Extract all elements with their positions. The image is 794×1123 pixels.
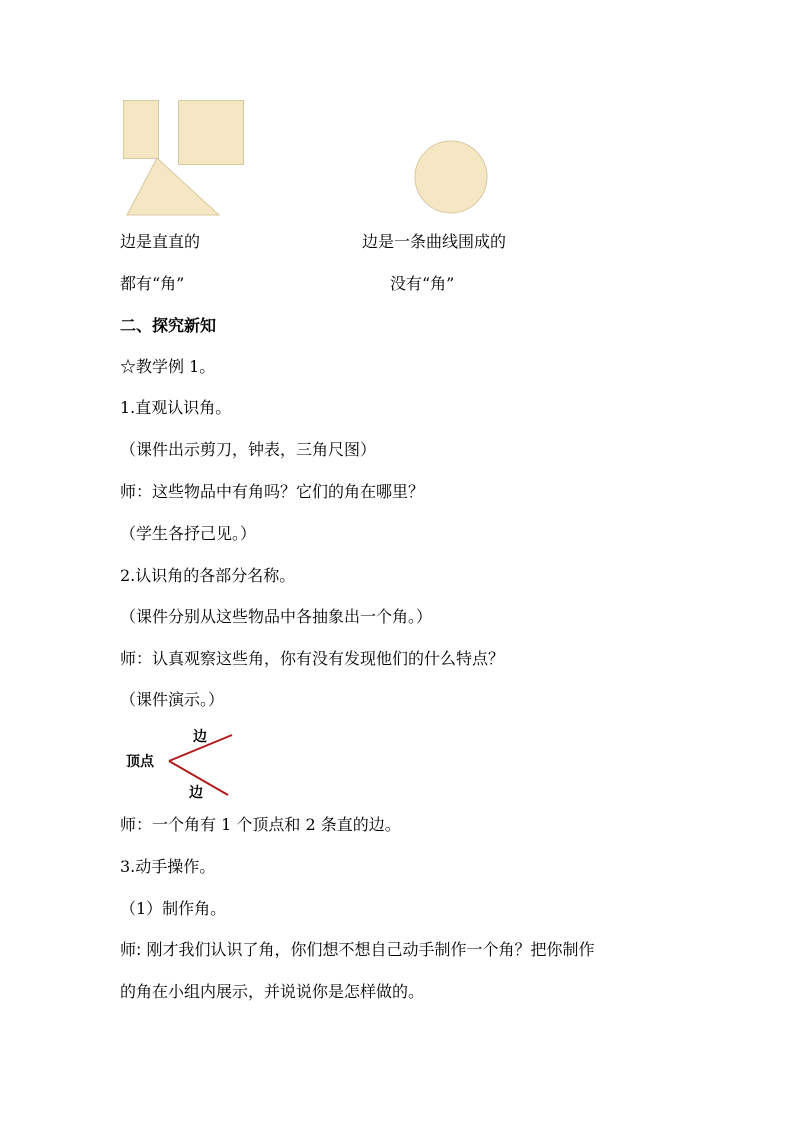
teacher-instruction-line-1: 师: 刚才我们认识了角，你们想不想自己动手制作一个角？把你制作 <box>120 940 595 959</box>
teacher-instruction-line-2: 的角在小组内展示，并说说你是怎样做的。 <box>120 982 425 1001</box>
courseware-demo-note: （课件演示。） <box>120 690 225 709</box>
straight-edges-caption: 边是直直的 <box>120 232 201 251</box>
edge-label-bottom: 边 <box>189 785 203 801</box>
example-line: ☆教学例 1。 <box>120 357 216 376</box>
step-1-heading: 1.直观认识角。 <box>120 398 232 417</box>
make-angle-subheading: （1）制作角。 <box>120 899 227 918</box>
teacher-question-1: 师：这些物品中有角吗？它们的角在哪里？ <box>120 482 425 501</box>
has-angle-caption: 都有“角” <box>120 274 185 293</box>
square-shape <box>178 100 244 165</box>
courseware-note-1: （课件出示剪刀，钟表，三角尺图） <box>120 440 377 459</box>
step-3-heading: 3.动手操作。 <box>120 857 216 876</box>
circle-shape <box>412 139 490 217</box>
triangle-shape <box>125 157 221 217</box>
section-heading: 二、探究新知 <box>120 316 217 335</box>
tall-rectangle-shape <box>123 100 159 159</box>
courseware-note-2: （课件分别从这些物品中各抽象出一个角。） <box>120 607 433 626</box>
vertex-label: 顶点 <box>126 754 154 770</box>
curved-edge-caption: 边是一条曲线围成的 <box>362 232 507 251</box>
teacher-question-2: 师：认真观察这些角，你有没有发现他们的什么特点？ <box>120 649 505 668</box>
edge-label-top: 边 <box>193 729 207 745</box>
student-response-note: （学生各抒己见。） <box>120 524 257 543</box>
no-angle-caption: 没有“角” <box>390 274 455 293</box>
step-2-heading: 2.认识角的各部分名称。 <box>120 566 296 585</box>
angle-summary: 师：一个角有 1 个顶点和 2 条直的边。 <box>120 815 401 834</box>
